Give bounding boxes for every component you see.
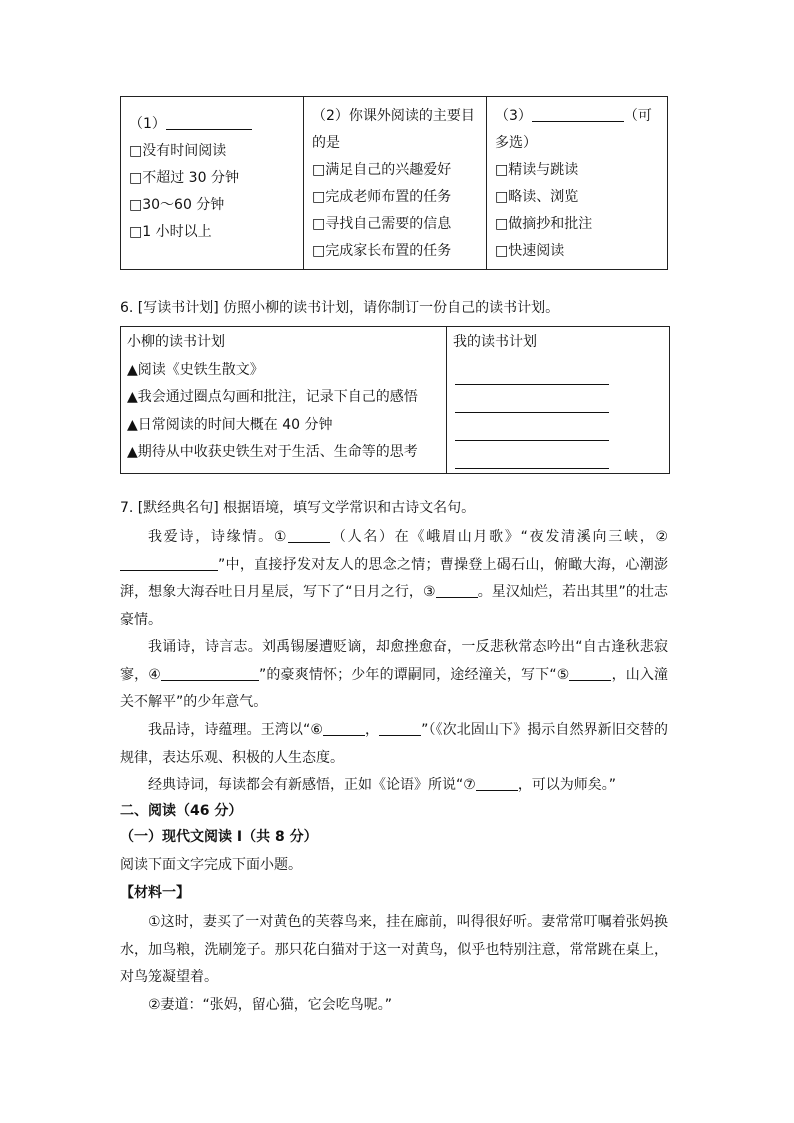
q7-blank-5[interactable]	[569, 664, 611, 681]
q7-text: 我品诗，诗蕴理。王湾以“⑥	[148, 722, 323, 738]
q7-paragraph-recite	[120, 634, 668, 717]
survey-q3-blank[interactable]	[532, 105, 624, 122]
my-plan-blank[interactable]	[455, 396, 609, 413]
survey-q2-option[interactable]: □完成家长布置的任务	[312, 243, 452, 259]
survey-q2-option[interactable]: □完成老师布置的任务	[312, 189, 452, 205]
survey-col-method	[487, 97, 668, 270]
my-plan-cell	[447, 327, 670, 474]
sample-plan-header: 小柳的读书计划	[127, 334, 225, 350]
survey-q3-label-cont: 多选）	[495, 135, 537, 151]
q7-blank-3[interactable]	[436, 581, 478, 598]
q7-text: ”中，直接抒发对友人的思念之情；曹操登上碣石山，俯瞰大海，心潮澎湃，想象大海吞吐日月星辰，写下了“日月之行，③	[120, 556, 668, 600]
q7-text: 我爱诗，诗缘情。①	[148, 529, 289, 545]
q7-text: ，可以为师矣。”	[517, 777, 617, 793]
my-plan-blank[interactable]	[455, 368, 609, 385]
q7-text: ，山入潼关不解平”的少年意气。	[120, 666, 669, 710]
q7-text: ”（《次北固山下》揭示自然界新旧交替的规律，表达乐观、积极的人生态度。	[120, 722, 669, 766]
survey-q3-label-suffix: （可	[623, 108, 652, 124]
q7-blank-7[interactable]	[476, 774, 518, 791]
survey-q1-blank[interactable]	[166, 113, 252, 130]
question-7-prompt: 7. [默经典名句] 根据语境，填写文学常识和古诗文名句。	[120, 500, 476, 516]
q7-paragraph-classic	[120, 772, 668, 800]
survey-q2-label-cont: 的是	[312, 135, 340, 151]
section-2-subtitle: （一）现代文阅读 I（共 8 分）	[120, 829, 318, 845]
q7-text: 。星汉灿烂，若出其里”的壮志豪情。	[120, 584, 668, 628]
question-6-prompt: 6. [写读书计划] 仿照小柳的读书计划，请你制订一份自己的读书计划。	[120, 300, 560, 316]
sample-plan-item: ▲我会通过圈点勾画和批注，记录下自己的感悟	[127, 389, 418, 405]
material-paragraph-1: ①这时，妻买了一对黄色的芙蓉鸟来，挂在廊前，叫得很好听。妻常常叮嘱着张妈换水，加鸟粮，洗刷笼子。那只花白猫对于这一对黄鸟，似乎也特别注意，常常跳在桌上，对鸟笼凝望着。	[120, 914, 668, 985]
q7-text: 经典诗词，每读都会有新感悟，正如《论语》所说“⑦	[148, 777, 476, 793]
survey-q2-label: （2）你课外阅读的主要目	[312, 108, 475, 124]
survey-q2-option[interactable]: □满足自己的兴趣爱好	[312, 162, 452, 178]
survey-q1-option[interactable]: □没有时间阅读	[129, 143, 227, 159]
reading-survey-table	[120, 96, 668, 270]
my-plan-blank[interactable]	[455, 424, 609, 441]
q7-blank-4[interactable]	[161, 664, 259, 681]
survey-q1-option[interactable]: □1 小时以上	[129, 224, 212, 240]
q7-blank-2[interactable]	[120, 554, 218, 571]
survey-q1-option[interactable]: □不超过 30 分钟	[129, 170, 239, 186]
q7-text: ，	[364, 722, 380, 738]
survey-q2-option[interactable]: □寻找自己需要的信息	[312, 216, 452, 232]
reading-plan-table	[120, 326, 670, 474]
survey-q3-option[interactable]: □快速阅读	[495, 243, 565, 259]
q7-blank-1[interactable]	[288, 526, 330, 543]
q7-text: （人名）在《峨眉山月歌》“夜发清溪向三峡，	[330, 529, 656, 545]
survey-q3-option[interactable]: □略读、浏览	[495, 189, 579, 205]
material-paragraph-2: ②妻道：“张妈，留心猫，它会吃鸟呢。”	[148, 997, 393, 1013]
survey-q3-option[interactable]: □做摘抄和批注	[495, 216, 593, 232]
sample-plan-item: ▲日常阅读的时间大概在 40 分钟	[127, 416, 333, 433]
survey-q1-option[interactable]: □30～60 分钟	[129, 197, 225, 213]
survey-q1-label: （1）	[129, 116, 166, 132]
sample-plan-item: ▲期待从中收获史铁生对于生活、生命等的思考	[127, 444, 418, 460]
survey-q3-label: （3）	[495, 108, 532, 124]
section-2-title: 二、阅读（46 分）	[120, 803, 243, 819]
sample-plan-cell	[121, 327, 447, 474]
q7-blank-6b[interactable]	[379, 719, 421, 736]
q7-text: ②	[655, 529, 668, 545]
q7-paragraph-love	[120, 524, 668, 634]
q7-blank-6a[interactable]	[323, 719, 365, 736]
q7-paragraph-taste	[120, 717, 668, 772]
survey-col-reading-time	[121, 97, 304, 270]
q7-text: ”的豪爽情怀；少年的谭嗣同，途经潼关，写下“⑤	[259, 666, 570, 683]
sample-plan-item: ▲阅读《史铁生散文》	[127, 361, 264, 378]
section-2-instruction: 阅读下面文字完成下面小题。	[120, 857, 302, 873]
survey-col-purpose	[304, 97, 487, 270]
survey-q3-option[interactable]: □精读与跳读	[495, 162, 579, 178]
q7-text: 我诵诗，诗言志。刘禹锡屡遭贬谪，却愈挫愈奋，一反悲秋常态吟出“自古逢秋悲寂寥，④	[120, 639, 668, 683]
my-plan-blank[interactable]	[455, 452, 609, 469]
material-one-heading: 【材料一】	[120, 885, 190, 901]
my-plan-header: 我的读书计划	[453, 334, 537, 350]
